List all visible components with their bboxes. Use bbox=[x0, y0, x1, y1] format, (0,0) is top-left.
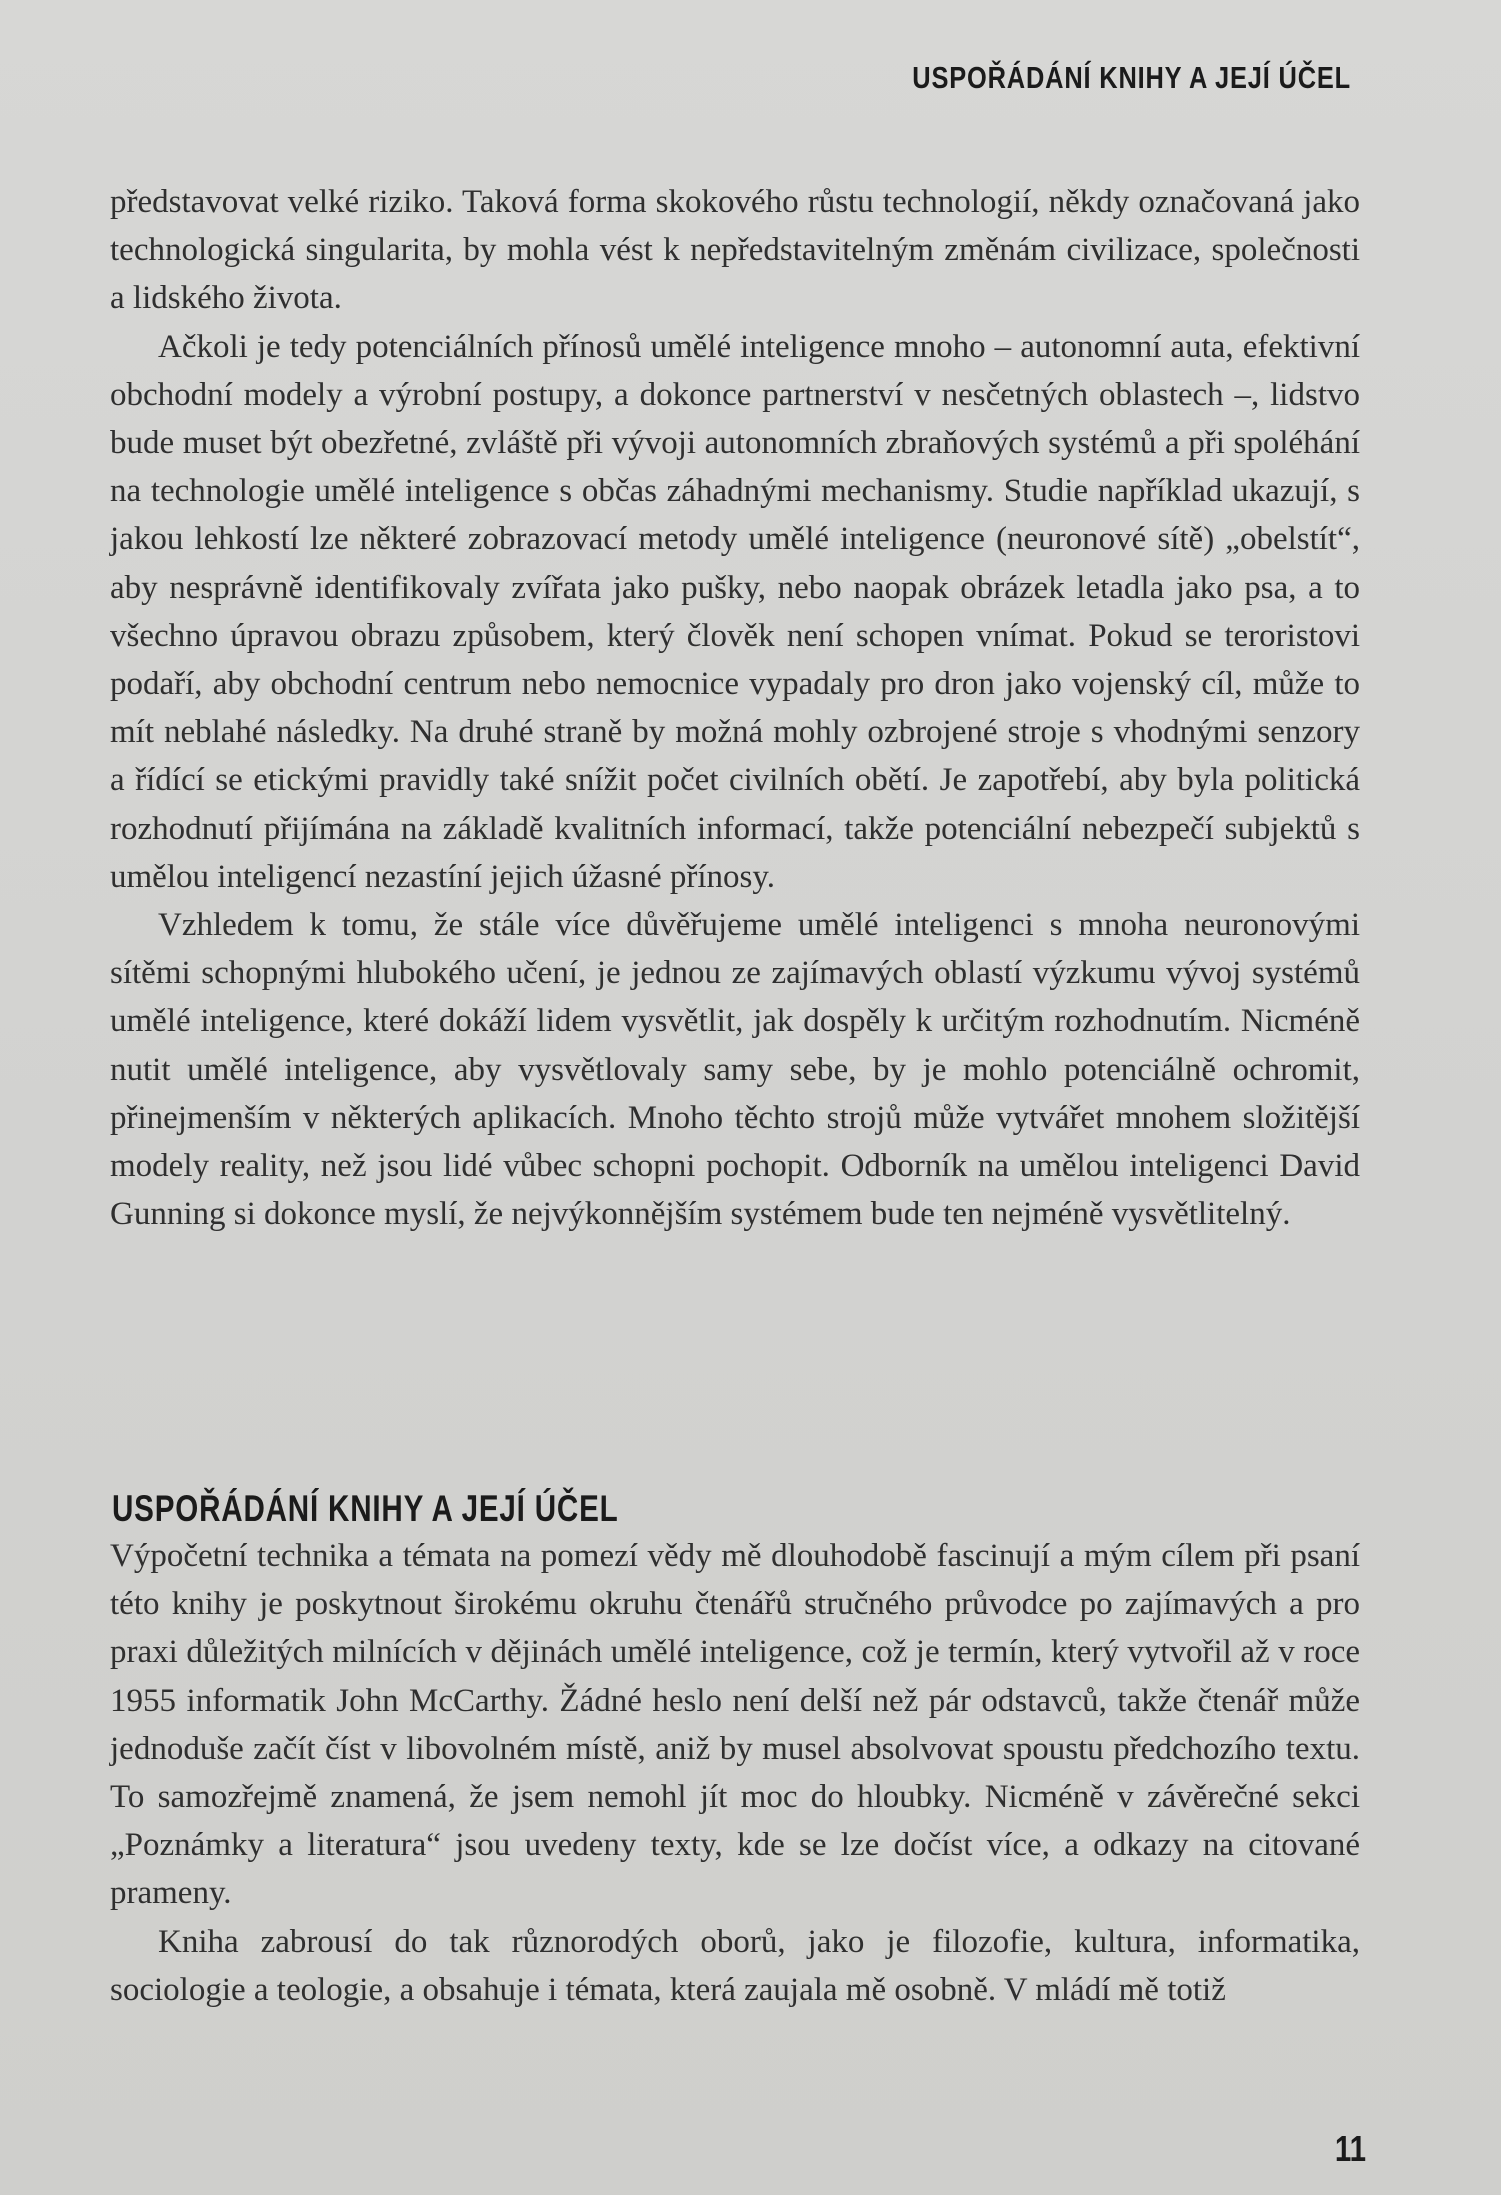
paragraph-book-purpose: Výpočetní technika a témata na pomezí vědy mě dlouhodobě fascinují a mým cílem při psaní této knihy je poskytnout širokému okruhu čtenářů stručného průvodce po zajímavých a pro praxi důležitých milnících v dějinách umělé inteligence, což je termín, který vytvořil až v roce 1955 informatik John McCarthy. Žádné heslo není delší než pár odstavců, takže čtenář může jednoduše začít číst v libovolném místě, aniž by musel absolvovat spoustu předchozího textu. To samozřejmě znamená, že jsem nemohl jít moc do hloubky. Nicméně v závěrečné sekci „Poznámky a literatura“ jsou uvedeny texty, kde se lze dočíst více, a odkazy na citované prameny. bbox=[110, 1538, 1360, 1912]
paragraph-continuation: představovat velké riziko. Taková forma skokového růstu technologií, někdy označovaná jako technologická singularita, by mohla vést k nepředstavitelným změnám civilizace, společnosti a lidského života. bbox=[110, 184, 1360, 317]
body-text-section bbox=[110, 1532, 1360, 2014]
paragraph-book-scope: Kniha zabrousí do tak různorodých oborů, jako je filozofie, kultura, informatika, sociologie a teologie, a obsahuje i témata, která zaujala mě osobně. V mládí mě totiž bbox=[110, 1923, 1360, 2008]
paragraph-explainable-ai: Vzhledem k tomu, že stále více důvěřujeme umělé inteligenci s mnoha neuronovými sítěmi schopnými hlubokého učení, je jednou ze zajímavých oblastí výzkumu vývoj systémů umělé inteligence, které dokáží lidem vysvětlit, jak dospěly k určitým rozhodnutím. Nicméně nutit umělé inteligence, aby vysvětlovaly samy sebe, by je mohlo potenciálně ochromit, přinejmenším v některých aplikacích. Mnoho těchto strojů může vytvářet mnohem složitější modely reality, než jsou lidé vůbec schopni pochopit. Odborník na umělou inteligenci David Gunning si dokonce myslí, že nejvýkonnějším systémem bude ten nejméně vysvětlitelný. bbox=[110, 907, 1360, 1233]
section-heading: USPOŘÁDÁNÍ KNIHY A JEJÍ ÚČEL bbox=[112, 1488, 619, 1529]
paragraph-ai-benefits-risks: Ačkoli je tedy potenciálních přínosů umělé inteligence mnoho – autonomní auta, efektivní obchodní modely a výrobní postupy, a dokonce partnerství v nesčetných oblastech –, lidstvo bude muset být obezřetné, zvláště při vývoji autonomních zbraňových systémů a při spoléhání na technologie umělé inteligence s občas záhadnými mechanismy. Studie například ukazují, s jakou lehkostí lze některé zobrazovací metody umělé inteligence (neuronové sítě) „obelstít“, aby nesprávně identifikovaly zvířata jako pušky, nebo naopak obrázek letadla jako psa, a to všechno úpravou obrazu způsobem, který člověk není schopen vnímat. Pokud se teroristovi podaří, aby obchodní centrum nebo nemocnice vypadaly pro dron jako vojenský cíl, může to mít neblahé následky. Na druhé straně by možná mohly ozbrojené stroje s vhodnými senzory a řídící se etickými pravidly také snížit počet civilních obětí. Je zapotřebí, aby byla politická rozhodnutí přijímána na základě kvalitních informací, takže potenciální nebezpečí subjektů s umělou inteligencí nezastíní jejich úžasné přínosy. bbox=[110, 328, 1360, 895]
body-text-top bbox=[110, 178, 1360, 1238]
page-number: 11 bbox=[1334, 2128, 1366, 2169]
running-head: USPOŘÁDÁNÍ KNIHY A JEJÍ ÚČEL bbox=[912, 60, 1351, 95]
